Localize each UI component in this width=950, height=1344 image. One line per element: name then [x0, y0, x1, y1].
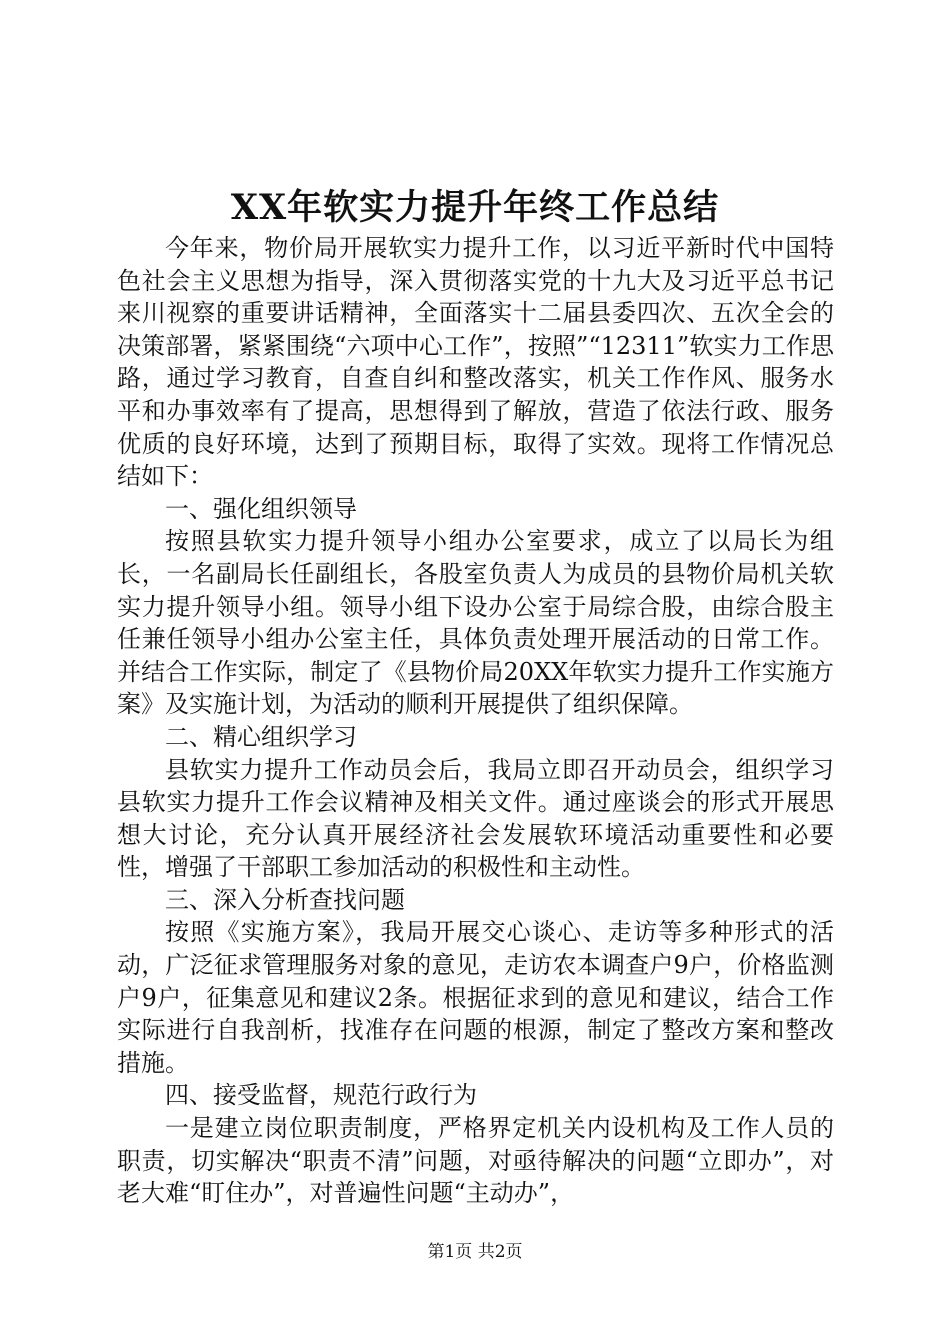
section-heading-3: 三、深入分析查找问题: [165, 885, 405, 914]
paragraph-section-2: 县软实力提升工作动员会后，我局立即召开动员会，组织学习县软实力提升工作会议精神及相关文件。通过座谈会的形式开展思想大讨论，充分认真开展经济社会发展软环境活动重要性和必要性，增强了干部职工参加活动的积极性和主动性。: [117, 755, 834, 882]
paragraph-intro: 今年来，物价局开展软实力提升工作，以习近平新时代中国特色社会主义思想为指导，深入贯彻落实党的十九大及习近平总书记来川视察的重要讲话精神，全面落实十二届县委四次、五次全会的决策部署，紧紧围绕“六项中心工作”，按照”“12311”软实力工作思路，通过学习教育，自查自纠和整改落实，机关工作作风、服务水平和办事效率有了提高，思想得到了解放，营造了依法行政、服务优质的良好环境，达到了预期目标，取得了实效。现将工作情况总结如下：: [117, 234, 834, 491]
paragraph-section-1: 按照县软实力提升领导小组办公室要求，成立了以局长为组长，一名副局长任副组长，各股室负责人为成员的县物价局机关软实力提升领导小组。领导小组下设办公室于局综合股，由综合股主任兼任领导小组办公室主任，具体负责处理开展活动的日常工作。并结合工作实际，制定了《县物价局20XX年软实力提升工作实施方案》及实施计划，为活动的顺利开展提供了组织保障。: [117, 527, 834, 719]
section-heading-1: 一、强化组织领导: [165, 494, 357, 523]
document-body: [117, 232, 834, 1210]
paragraph-section-4: 一是建立岗位职责制度，严格界定机关内设机构及工作人员的职责，切实解决“职责不清”问题，对亟待解决的问题“立即办”，对老大难“盯住办”，对普遍性问题“主动办”，: [117, 1114, 834, 1208]
document-title: XX年软实力提升年终工作总结: [230, 187, 720, 228]
paragraph-section-3: 按照《实施方案》，我局开展交心谈心、走访等多种形式的活动，广泛征求管理服务对象的意见，走访农本调查户9户，价格监测户9户，征集意见和建议2条。根据征求到的意见和建议，结合工作实际进行自我剖析，找准存在问题的根源，制定了整改方案和整改措施。: [117, 918, 834, 1077]
section-heading-4: 四、接受监督，规范行政行为: [165, 1081, 477, 1110]
section-heading-2: 二、精心组织学习: [165, 722, 357, 751]
page-footer: 第1页 共2页: [427, 1242, 523, 1262]
